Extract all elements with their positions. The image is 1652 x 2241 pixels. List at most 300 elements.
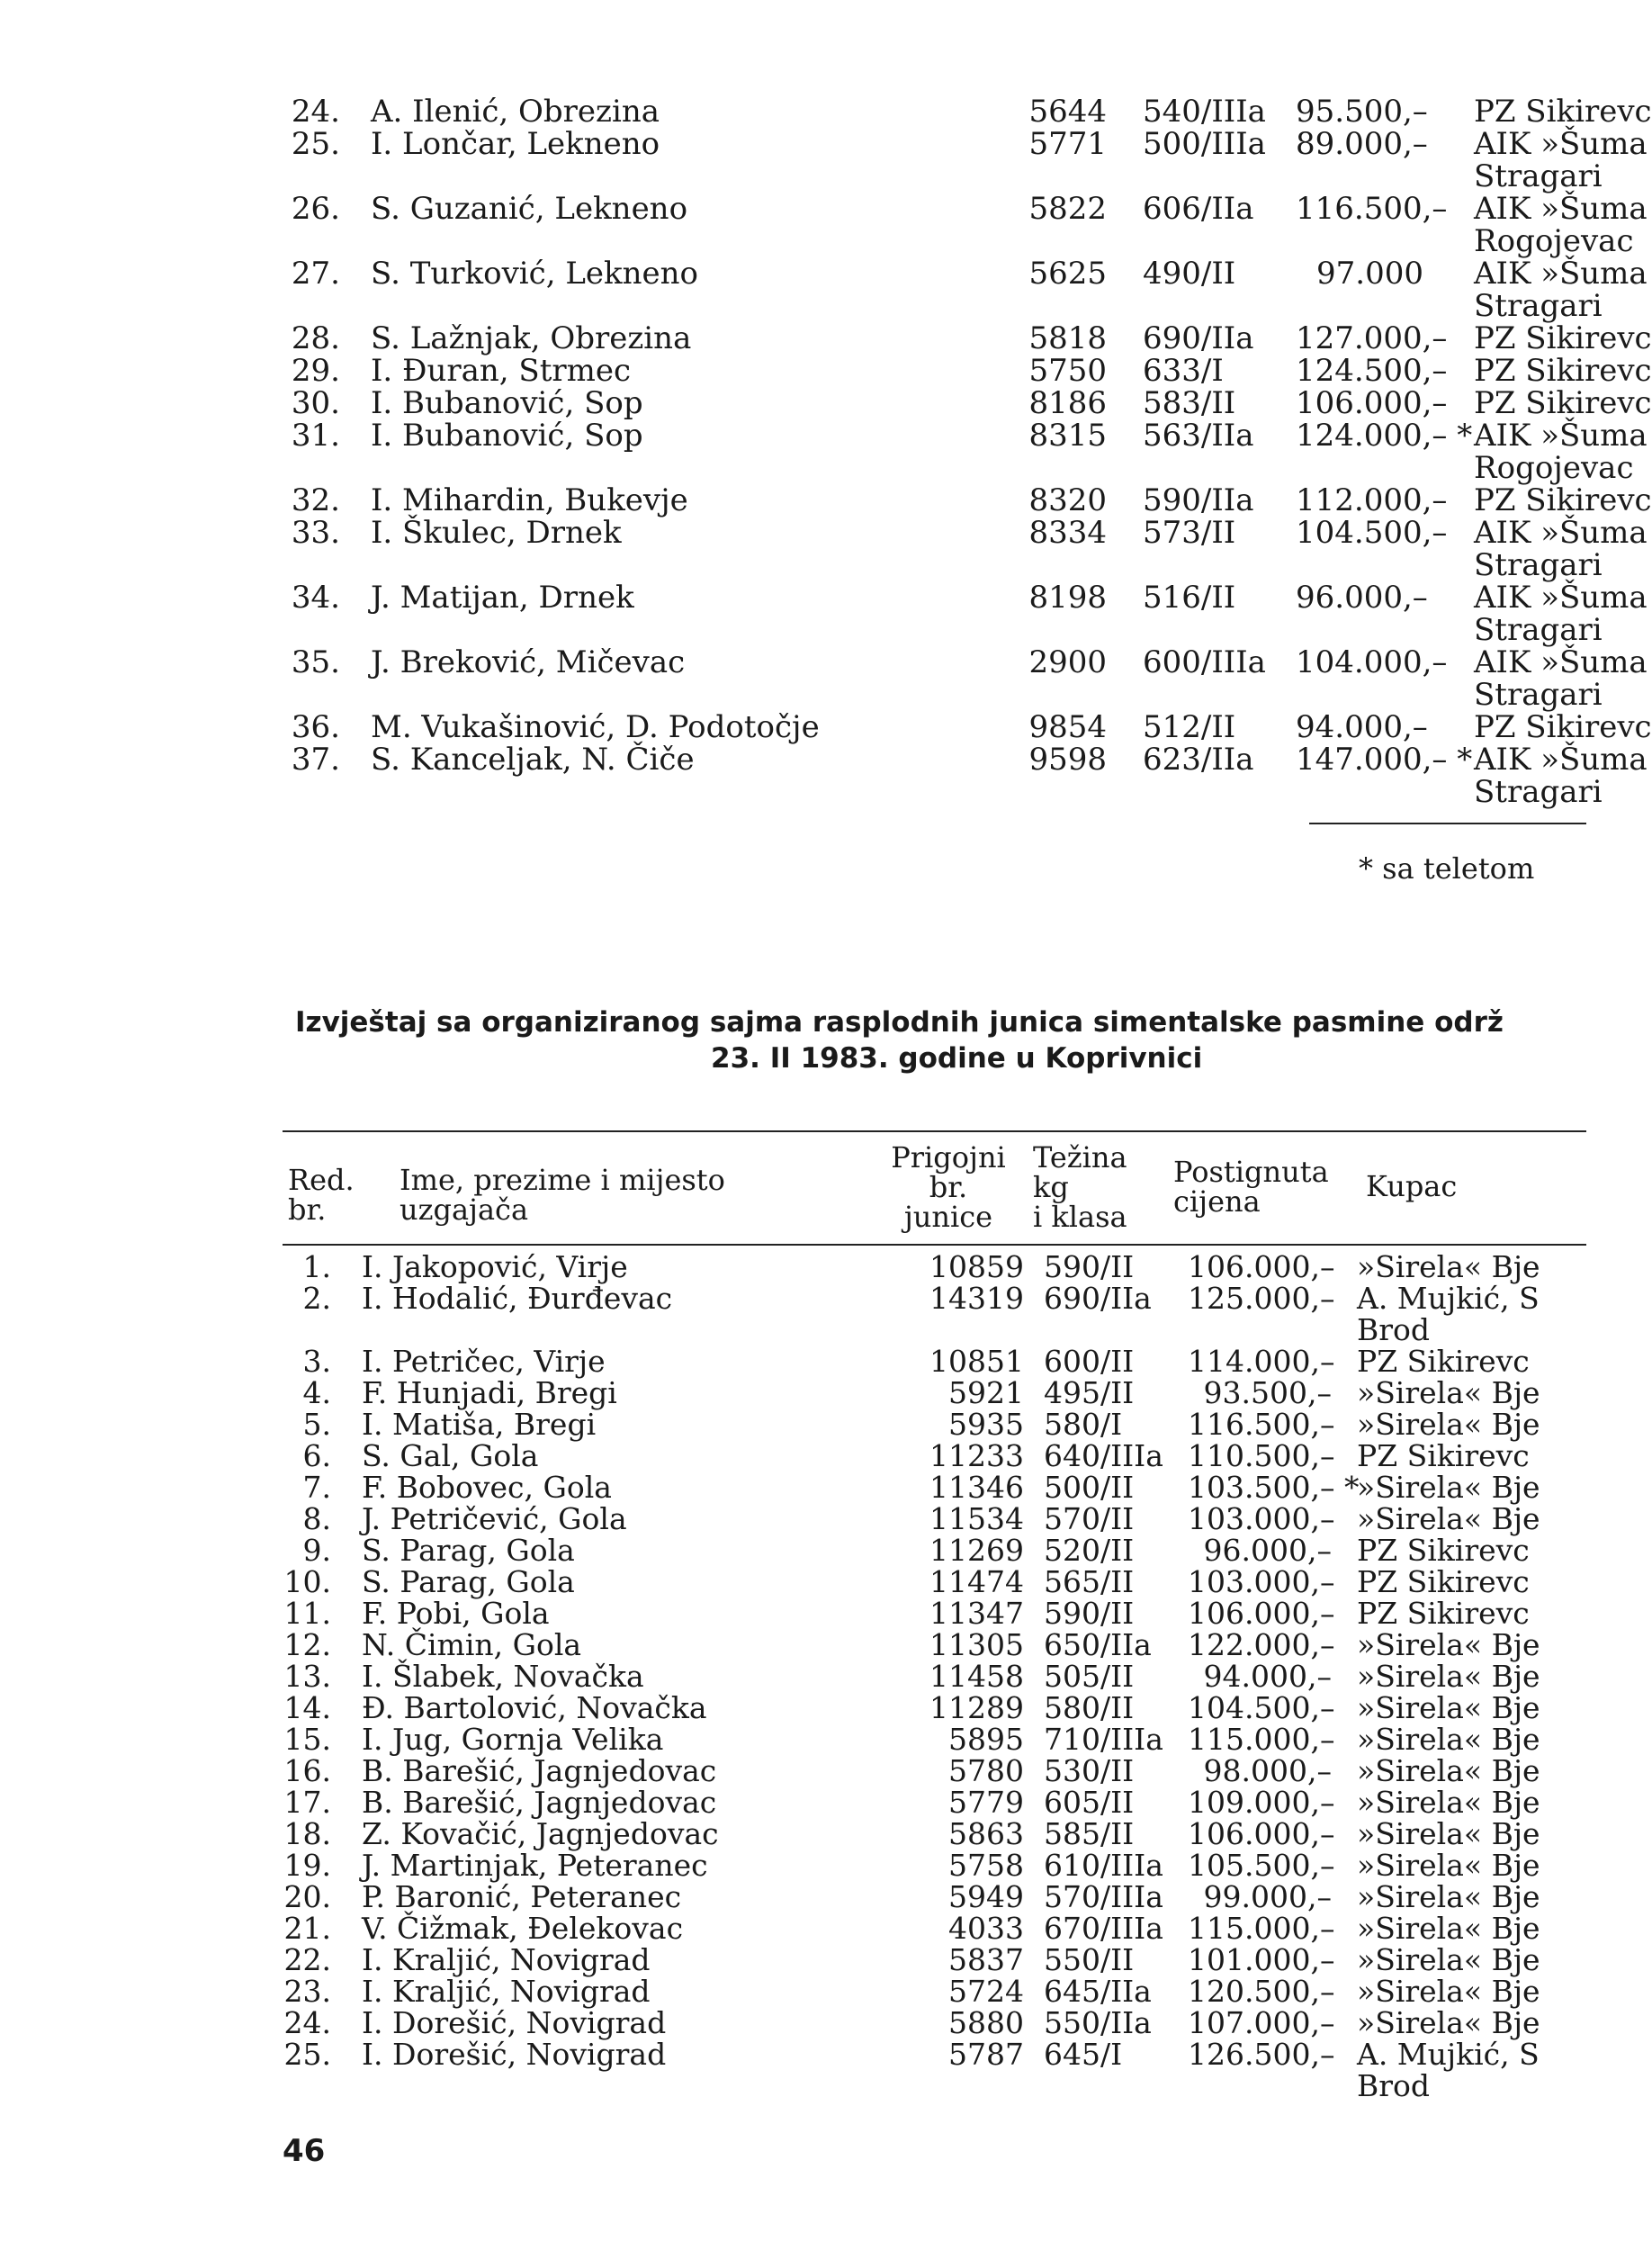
empty-cell — [1296, 549, 1431, 581]
table-row — [279, 1976, 1602, 2007]
heifer-sales-table — [279, 1251, 1602, 2102]
weight-class: 590/IIa — [1143, 482, 1254, 518]
price: 106.000,– — [1296, 385, 1448, 421]
weight-class: 550/IIa — [1044, 2005, 1152, 2040]
breeder-name: I. Mihardin, Bukevje — [371, 482, 688, 518]
price: 106.000,– — [1188, 1816, 1335, 1851]
empty-cell — [360, 549, 936, 581]
buyer: PZ Sikirevc — [1474, 482, 1652, 518]
empty-cell — [1143, 614, 1296, 646]
buyer: »Sirela« Bje — [1357, 1816, 1540, 1851]
buyer: A. Mujkić, S — [1357, 2037, 1540, 2072]
buyer: »Sirela« Bje — [1357, 1249, 1540, 1284]
breeder-name: V. Čižmak, Đelekovac — [362, 1911, 684, 1946]
weight-class: 633/I — [1143, 353, 1224, 389]
buyer: »Sirela« Bje — [1357, 1659, 1540, 1694]
row-number: 9. — [302, 1533, 331, 1568]
table-row-continuation — [288, 776, 1602, 808]
price: 116.500,– — [1188, 1407, 1335, 1442]
header-cijena-line-2: cijena — [1173, 1184, 1261, 1219]
buyer: AIK »Šuma — [1474, 256, 1648, 292]
empty-cell — [360, 225, 936, 257]
price: 116.500,– — [1296, 191, 1448, 227]
buyer: AIK »Šuma — [1474, 644, 1648, 680]
breeder-name: J. Martinjak, Peteranec — [362, 1848, 708, 1883]
heifer-number: 5750 — [1028, 353, 1107, 389]
table-row — [279, 1786, 1602, 1818]
price: 122.000,– — [1188, 1627, 1335, 1662]
breeder-name: F. Pobi, Gola — [362, 1596, 550, 1631]
price: 106.000,– — [1188, 1249, 1335, 1284]
row-number: 27. — [291, 256, 340, 292]
buyer: AIK »Šuma — [1474, 418, 1648, 454]
weight-class: 650/IIa — [1044, 1627, 1152, 1662]
price: 104.500,– — [1188, 1690, 1335, 1725]
weight-class: 640/IIIa — [1044, 1438, 1163, 1473]
heifer-number: 5818 — [1028, 320, 1107, 356]
buyer: »Sirela« Bje — [1357, 1690, 1540, 1725]
breeder-name: S. Kanceljak, N. Čiče — [371, 742, 695, 778]
heifer-number: 8198 — [1028, 580, 1107, 616]
table-row — [279, 1408, 1602, 1440]
price: 93.500,– — [1203, 1375, 1332, 1410]
breeder-name: I. Petričec, Virje — [362, 1344, 606, 1379]
breeder-name: S. Turković, Lekneno — [371, 256, 699, 292]
heifer-number: 5935 — [948, 1407, 1024, 1442]
price: 124.000,– * — [1296, 418, 1473, 454]
empty-cell — [1044, 2070, 1188, 2102]
header-prigojni — [885, 1140, 1011, 1234]
buyer: »Sirela« Bje — [1357, 1501, 1540, 1536]
heifer-number: 5895 — [948, 1722, 1024, 1757]
empty-cell — [288, 679, 360, 711]
buyer: »Sirela« Bje — [1357, 1879, 1540, 1914]
row-number: 4. — [302, 1375, 331, 1410]
table-row — [288, 95, 1602, 128]
table-row-continuation — [288, 549, 1602, 581]
price: 101.000,– — [1188, 1942, 1335, 1977]
empty-cell — [288, 290, 360, 322]
table-row — [279, 1251, 1602, 1282]
weight-class: 490/II — [1143, 256, 1236, 292]
continued-sales-table-body — [288, 94, 1652, 810]
header-bottom-rule — [283, 1244, 1586, 1246]
weight-class: 600/II — [1044, 1344, 1135, 1379]
row-number: 11. — [283, 1596, 331, 1631]
row-number: 5. — [302, 1407, 331, 1442]
row-number: 37. — [291, 742, 340, 778]
table-row — [279, 1503, 1602, 1534]
row-number: 12. — [283, 1627, 331, 1662]
row-number: 28. — [291, 320, 340, 356]
table-row — [288, 517, 1602, 549]
breeder-name: F. Bobovec, Gola — [362, 1470, 612, 1505]
buyer: »Sirela« Bje — [1357, 2005, 1540, 2040]
table-row-continuation — [279, 2070, 1602, 2102]
row-number: 35. — [291, 644, 340, 680]
heifer-number: 5644 — [1028, 94, 1107, 130]
empty-cell — [936, 776, 1143, 808]
empty-cell — [1296, 225, 1431, 257]
table-row — [279, 1566, 1602, 1598]
price: 104.000,– — [1296, 644, 1448, 680]
weight-class: 550/II — [1044, 1942, 1135, 1977]
table-row — [279, 1944, 1602, 1976]
heifer-number: 11305 — [929, 1627, 1024, 1662]
row-number: 21. — [283, 1911, 331, 1946]
table-row — [288, 193, 1602, 225]
weight-class: 583/II — [1143, 385, 1236, 421]
header-tezina — [1033, 1140, 1127, 1234]
empty-cell — [288, 614, 360, 646]
empty-cell — [1296, 776, 1431, 808]
heifer-number: 2900 — [1028, 644, 1107, 680]
row-number: 25. — [291, 126, 340, 162]
row-number: 30. — [291, 385, 340, 421]
empty-cell — [900, 1314, 1044, 1346]
breeder-name: P. Baronić, Peteranec — [362, 1879, 682, 1914]
table-row-continuation — [288, 225, 1602, 257]
empty-cell — [936, 679, 1143, 711]
breeder-name: S. Guzanić, Lekneno — [371, 191, 688, 227]
table-row — [279, 2038, 1602, 2070]
table-row — [288, 743, 1602, 776]
heifer-number: 5758 — [948, 1848, 1024, 1883]
breeder-name: I. Dorešić, Novigrad — [362, 2037, 667, 2072]
buyer: »Sirela« Bje — [1357, 1627, 1540, 1662]
weight-class: 505/II — [1044, 1659, 1135, 1694]
row-number: 13. — [283, 1659, 331, 1694]
row-number: 34. — [291, 580, 340, 616]
row-number: 7. — [302, 1470, 331, 1505]
heifer-number: 8334 — [1028, 515, 1107, 551]
heifer-number: 10859 — [929, 1249, 1024, 1284]
empty-cell — [936, 452, 1143, 484]
buyer-continuation: Stragari — [1474, 288, 1603, 324]
heifer-number: 10851 — [929, 1344, 1024, 1379]
heifer-number: 11233 — [929, 1438, 1024, 1473]
heifer-number: 5780 — [948, 1753, 1024, 1788]
table-row-continuation — [288, 679, 1602, 711]
buyer: AIK »Šuma — [1474, 742, 1648, 778]
heifer-number: 5837 — [948, 1942, 1024, 1977]
empty-cell — [1296, 452, 1431, 484]
heifer-number: 5787 — [948, 2037, 1024, 2072]
buyer-continuation: Stragari — [1474, 774, 1603, 810]
weight-class: 600/IIIa — [1143, 644, 1266, 680]
table-row — [288, 257, 1602, 290]
table-row — [288, 646, 1602, 679]
breeder-name: M. Vukašinović, D. Podotočje — [371, 709, 820, 745]
empty-cell — [288, 549, 360, 581]
price: 104.500,– — [1296, 515, 1448, 551]
breeder-name: I. Bubanović, Sop — [371, 418, 643, 454]
row-number: 23. — [283, 1974, 331, 2009]
header-prigojni-line-1: Prigojni — [891, 1140, 1006, 1174]
row-number: 31. — [291, 418, 340, 454]
buyer: PZ Sikirevc — [1357, 1596, 1530, 1631]
row-number: 29. — [291, 353, 340, 389]
buyer-continuation: Rogojevac — [1474, 223, 1634, 259]
empty-cell — [900, 2070, 1044, 2102]
footnote-rule — [1309, 823, 1586, 824]
table-row — [279, 1692, 1602, 1724]
buyer-continuation: Stragari — [1474, 158, 1603, 194]
heifer-number: 11289 — [929, 1690, 1024, 1725]
weight-class: 563/IIa — [1143, 418, 1254, 454]
table-row — [288, 128, 1602, 160]
table-row-continuation — [279, 1314, 1602, 1346]
buyer-continuation: Brod — [1357, 1312, 1431, 1347]
breeder-name: A. Ilenić, Obrezina — [371, 94, 660, 130]
price: 124.500,– — [1296, 353, 1448, 389]
table-row — [279, 1818, 1602, 1850]
breeder-name: I. Đuran, Strmec — [371, 353, 632, 389]
row-number: 25. — [283, 2037, 331, 2072]
weight-class: 710/IIIa — [1044, 1722, 1163, 1757]
weight-class: 540/IIIa — [1143, 94, 1266, 130]
empty-cell — [288, 776, 360, 808]
weight-class: 690/IIa — [1143, 320, 1254, 356]
row-number: 2. — [302, 1281, 331, 1316]
table-row — [288, 419, 1602, 452]
weight-class: 520/II — [1044, 1533, 1135, 1568]
weight-class: 500/IIIa — [1143, 126, 1266, 162]
empty-cell — [360, 614, 936, 646]
row-number: 8. — [302, 1501, 331, 1536]
table-row — [279, 2007, 1602, 2038]
header-ime-line-1: Ime, prezime i mijesto — [400, 1163, 725, 1197]
row-number: 24. — [283, 2005, 331, 2040]
heifer-number: 11269 — [929, 1533, 1024, 1568]
empty-cell — [1188, 1314, 1332, 1346]
price: 99.000,– — [1203, 1879, 1332, 1914]
buyer: AIK »Šuma — [1474, 191, 1648, 227]
heifer-number: 5880 — [948, 2005, 1024, 2040]
weight-class: 495/II — [1044, 1375, 1135, 1410]
heifer-number: 9598 — [1028, 742, 1107, 778]
empty-cell — [1296, 679, 1431, 711]
table-row — [288, 581, 1602, 614]
heifer-number: 5863 — [948, 1816, 1024, 1851]
header-kupac: Kupac — [1366, 1169, 1458, 1203]
heifer-number: 11458 — [929, 1659, 1024, 1694]
price: 96.000,– — [1203, 1533, 1332, 1568]
buyer: A. Mujkić, S — [1357, 1281, 1540, 1316]
buyer: »Sirela« Bje — [1357, 1785, 1540, 1820]
breeder-name: I. Dorešić, Novigrad — [362, 2005, 667, 2040]
buyer-continuation: Stragari — [1474, 612, 1603, 648]
empty-cell — [360, 776, 936, 808]
breeder-name: S. Gal, Gola — [362, 1438, 539, 1473]
empty-cell — [288, 452, 360, 484]
price: 120.500,– — [1188, 1974, 1335, 2009]
weight-class: 585/II — [1044, 1816, 1135, 1851]
buyer: »Sirela« Bje — [1357, 1722, 1540, 1757]
row-number: 32. — [291, 482, 340, 518]
row-number: 10. — [283, 1564, 331, 1599]
empty-cell — [351, 2070, 900, 2102]
row-number: 19. — [283, 1848, 331, 1883]
empty-cell — [1143, 679, 1296, 711]
breeder-name: S. Parag, Gola — [362, 1533, 575, 1568]
heifer-number: 5771 — [1028, 126, 1107, 162]
price: 94.000,– — [1296, 709, 1428, 745]
weight-class: 530/II — [1044, 1753, 1135, 1788]
empty-cell — [936, 225, 1143, 257]
table-row — [288, 322, 1602, 355]
weight-class: 590/II — [1044, 1249, 1135, 1284]
breeder-name: Đ. Bartolović, Novačka — [362, 1690, 707, 1725]
heifer-number: 8320 — [1028, 482, 1107, 518]
price: 147.000,– * — [1296, 742, 1473, 778]
header-tezina-line-2: kg — [1033, 1170, 1069, 1204]
breeder-name: Z. Kovačić, Jagnjedovac — [362, 1816, 719, 1851]
empty-cell — [936, 614, 1143, 646]
empty-cell — [1143, 549, 1296, 581]
row-number: 14. — [283, 1690, 331, 1725]
price: 125.000,– — [1188, 1281, 1335, 1316]
table-top-rule — [283, 1130, 1586, 1132]
buyer: »Sirela« Bje — [1357, 1911, 1540, 1946]
empty-cell — [1143, 225, 1296, 257]
buyer: »Sirela« Bje — [1357, 1848, 1540, 1883]
table-row-continuation — [288, 452, 1602, 484]
row-number: 18. — [283, 1816, 331, 1851]
empty-cell — [1143, 290, 1296, 322]
header-tezina-line-1: Težina — [1033, 1140, 1127, 1174]
breeder-name: I. Kraljić, Novigrad — [362, 1942, 651, 1977]
price: 103.000,– — [1188, 1564, 1335, 1599]
header-red-br-line-1: Red. — [288, 1163, 355, 1197]
breeder-name: I. Matiša, Bregi — [362, 1407, 597, 1442]
row-number: 36. — [291, 709, 340, 745]
breeder-name: I. Šlabek, Novačka — [362, 1659, 644, 1694]
buyer: »Sirela« Bje — [1357, 1942, 1540, 1977]
table-row — [279, 1377, 1602, 1408]
row-number: 24. — [291, 94, 340, 130]
buyer: »Sirela« Bje — [1357, 1753, 1540, 1788]
row-number: 20. — [283, 1879, 331, 1914]
table-row — [279, 1881, 1602, 1912]
row-number: 6. — [302, 1438, 331, 1473]
breeder-name: J. Breković, Mičevac — [371, 644, 686, 680]
footnote: * sa teletom — [1359, 851, 1535, 886]
header-ime — [400, 1163, 725, 1227]
heifer-number: 5625 — [1028, 256, 1107, 292]
page-number: 46 — [283, 2133, 326, 2169]
breeder-name: S. Lažnjak, Obrezina — [371, 320, 692, 356]
heifer-number: 14319 — [929, 1281, 1024, 1316]
table-row — [279, 1534, 1602, 1566]
weight-class: 610/IIIa — [1044, 1848, 1163, 1883]
empty-cell — [936, 290, 1143, 322]
header-cijena-line-1: Postignuta — [1173, 1155, 1329, 1189]
empty-cell — [1044, 1314, 1188, 1346]
breeder-name: S. Parag, Gola — [362, 1564, 575, 1599]
heifer-number: 5921 — [948, 1375, 1024, 1410]
buyer: PZ Sikirevc — [1474, 385, 1652, 421]
empty-cell — [1143, 452, 1296, 484]
buyer: »Sirela« Bje — [1357, 1375, 1540, 1410]
row-number: 26. — [291, 191, 340, 227]
empty-cell — [360, 290, 936, 322]
weight-class: 512/II — [1143, 709, 1236, 745]
weight-class: 605/II — [1044, 1785, 1135, 1820]
breeder-name: I. Jug, Gornja Velika — [362, 1722, 664, 1757]
weight-class: 645/IIa — [1044, 1974, 1152, 2009]
price: 115.000,– — [1188, 1911, 1335, 1946]
buyer: PZ Sikirevc — [1474, 320, 1652, 356]
row-number: 33. — [291, 515, 340, 551]
price: 107.000,– — [1188, 2005, 1335, 2040]
weight-class: 570/IIIa — [1044, 1879, 1163, 1914]
heifer-number: 5949 — [948, 1879, 1024, 1914]
empty-cell — [1296, 614, 1431, 646]
buyer: »Sirela« Bje — [1357, 1407, 1540, 1442]
row-number: 15. — [283, 1722, 331, 1757]
header-red-br — [288, 1163, 355, 1227]
empty-cell — [936, 549, 1143, 581]
row-number: 22. — [283, 1942, 331, 1977]
weight-class: 590/II — [1044, 1596, 1135, 1631]
empty-cell — [1188, 2070, 1332, 2102]
empty-cell — [360, 679, 936, 711]
breeder-name: I. Kraljić, Novigrad — [362, 1974, 651, 2009]
table-row — [279, 1282, 1602, 1314]
heifer-number: 5822 — [1028, 191, 1107, 227]
empty-cell — [279, 2070, 351, 2102]
table-row — [279, 1598, 1602, 1629]
breeder-name: N. Čimin, Gola — [362, 1627, 582, 1662]
continued-sales-table — [288, 94, 1652, 810]
price: 114.000,– — [1188, 1344, 1335, 1379]
report-subtitle: 23. II 1983. godine u Koprivnici — [711, 1042, 1203, 1075]
buyer: AIK »Šuma — [1474, 515, 1648, 551]
buyer: PZ Sikirevc — [1474, 353, 1652, 389]
weight-class: 670/IIIa — [1044, 1911, 1163, 1946]
empty-cell — [1143, 160, 1296, 193]
empty-cell — [1143, 776, 1296, 808]
table-row-continuation — [288, 160, 1602, 193]
price: 105.500,– — [1188, 1848, 1335, 1883]
table-row — [288, 484, 1602, 517]
report-title: Izvještaj sa organiziranog sajma rasplodnih junica simentalske pasmine održ — [295, 1006, 1504, 1039]
row-number: 16. — [283, 1753, 331, 1788]
row-number: 17. — [283, 1785, 331, 1820]
buyer: AIK »Šuma — [1474, 126, 1648, 162]
price: 98.000,– — [1203, 1753, 1332, 1788]
buyer: PZ Sikirevc — [1474, 94, 1652, 130]
breeder-name: I. Hodalić, Đurđevac — [362, 1281, 673, 1316]
weight-class: 573/II — [1143, 515, 1236, 551]
header-prigojni-line-3: junice — [903, 1200, 993, 1234]
empty-cell — [279, 1314, 351, 1346]
heifer-number: 8186 — [1028, 385, 1107, 421]
empty-cell — [360, 452, 936, 484]
buyer: PZ Sikirevc — [1357, 1438, 1530, 1473]
price: 95.500,– — [1296, 94, 1428, 130]
table-row — [279, 1660, 1602, 1692]
buyer: PZ Sikirevc — [1357, 1533, 1530, 1568]
price: 109.000,– — [1188, 1785, 1335, 1820]
breeder-name: I. Bubanović, Sop — [371, 385, 643, 421]
price: 103.500,– * — [1188, 1470, 1360, 1505]
price: 94.000,– — [1203, 1659, 1332, 1694]
table-row — [288, 711, 1602, 743]
price: 126.500,– — [1188, 2037, 1335, 2072]
price: 96.000,– — [1296, 580, 1428, 616]
